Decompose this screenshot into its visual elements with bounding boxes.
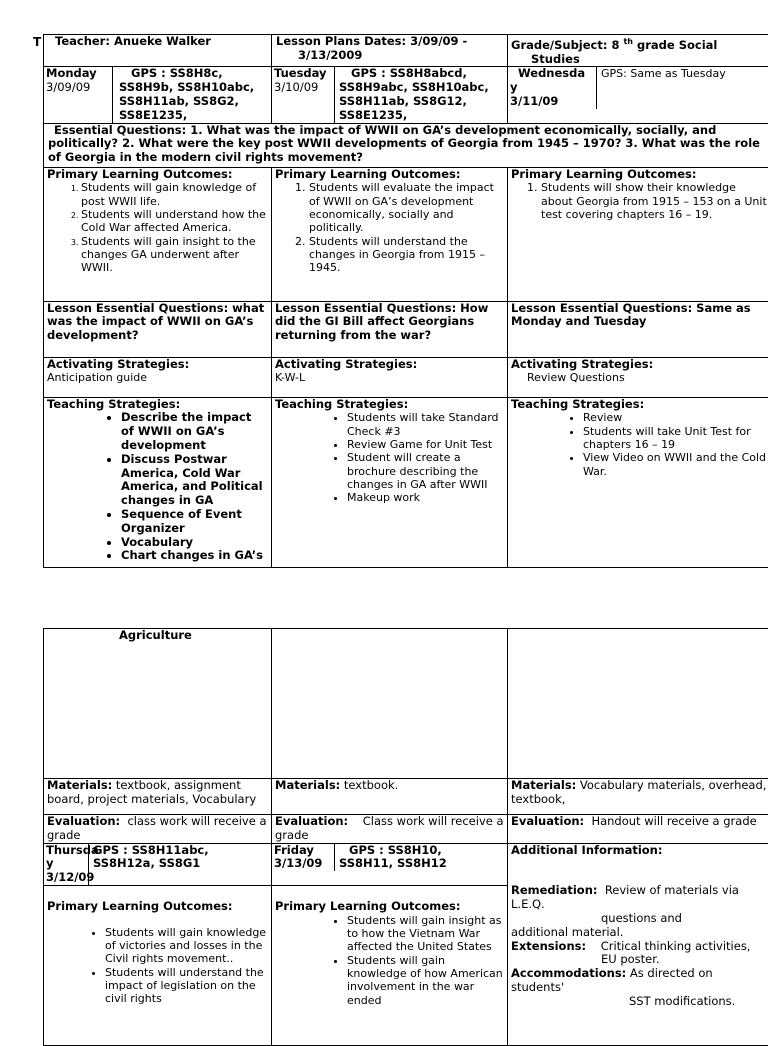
wednesday-evaluation: Evaluation: Handout will receive a grade [508,815,768,844]
teacher-cell: Teacher: Anueke Walker [44,35,272,67]
monday-activating: Activating Strategies: Anticipation guide [44,357,272,397]
tuesday-materials: Materials: textbook. [272,779,508,815]
wednesday-header-cell: Wednesda y 3/11/09 GPS: Same as Tuesday [508,67,768,123]
monday-teaching: Teaching Strategies: • Describe the impact of WWII on GA’s development • Discuss Postwar America, Cold War America, and Political changes in GA • Sequence of Event Organizer • Vocabulary • Chart changes in GA’s [44,397,272,567]
wednesday-blank-cell [508,629,768,779]
grade-subject-cell: Grade/Subject: 8 $^{th}$ grade Social Studies [508,35,768,67]
tuesday-blank-cell [272,629,508,779]
tuesday-header-cell: Tuesday 3/10/09 GPS : SS8H8abcd, SS8H9abc, SS8H10abc, SS8H11ab, SS8G12, SS8E1235, [272,67,508,123]
remediation: Remediation: Review of materials via L.E.Q. [511,884,768,912]
lesson-plan-table-bottom [43,628,768,1046]
monday-evaluation: Evaluation: class work will receive a grade [44,815,272,844]
thursday-learning-outcomes: Primary Learning Outcomes: • Students will gain knowledge of victories and losses in the Civil rights movement.. • Students will understand the impact of legislation on the civil rights [44,885,272,1045]
tuesday-evaluation: Evaluation: Class work will receive a grade [272,815,508,844]
thursday-gps: GPS : SS8H11abc, SS8H12a, SS8G1 [89,844,213,885]
tuesday-learning-outcomes: Primary Learning Outcomes: 1. Students will evaluate the impact of WWII on GA’s development economically, socially and politically. 2. Students will understand the changes in Georgia from 1915 – 1945. [272,167,508,301]
friday-gps: GPS : SS8H10, SS8H11, SS8H12 [335,844,451,872]
tuesday-teaching: Teaching Strategies: • Students will take Standard Check #3 • Review Game for Unit Test • Student will create a brochure describing the changes in GA after WWII • Makeup work [272,397,508,567]
monday-learning-outcomes: Primary Learning Outcomes: 1. Students will gain knowledge of post WWII life. 2. Students will understand how the Cold War affected America. 3. Students will gain insight to the changes GA underwent after WWII. [44,167,272,301]
monday-materials: Materials: textbook, assignment board, project materials, Vocabulary [44,779,272,815]
lesson-dates-cell: Lesson Plans Dates: 3/09/09 - 3/13/2009 [272,35,508,67]
tuesday-lesson-eq: Lesson Essential Questions: How did the GI Bill affect Georgians returning from the war? [272,301,508,357]
header-t-mark: T [33,35,41,49]
monday-header-cell: Monday 3/09/09 GPS : SS8H8c, SS8H9b, SS8H10abc, SS8H11ab, SS8G2, SS8E1235, [44,67,272,123]
wednesday-learning-outcomes: Primary Learning Outcomes: 1. Students will show their knowledge about Georgia from 1915 – 153 on a Unit test covering chapters 16 – 19. [508,167,768,301]
accommodations: Accommodations: As directed on students' [511,967,768,995]
wednesday-gps: GPS: Same as Tuesday [597,67,730,108]
wednesday-materials: Materials: Vocabulary materials, overhead, textbook, [508,779,768,815]
friday-learning-outcomes: Primary Learning Outcomes: • Students will gain insight as to how the Vietnam War affected the United States • Students will gain knowledge of how American involvement in the war ended [272,885,508,1045]
friday-header-cell: Friday 3/13/09 GPS : SS8H10, SS8H11, SS8H12 [272,843,508,885]
additional-information: Additional Information: Remediation: Review of materials via L.E.Q. questions and additional material. Extensions: Critical thinking activities, EU poster. Accommodations: As directed on students' SST modifications. [508,843,768,1045]
wednesday-activating: Activating Strategies: Review Questions [508,357,768,397]
tuesday-gps: GPS : SS8H8abcd, SS8H9abc, SS8H10abc, SS8H11ab, SS8G12, SS8E1235, [335,67,489,122]
extensions: Extensions: Critical thinking activities, [511,940,768,954]
thursday-header-cell: Thursda y 3/12/09 GPS : SS8H11abc, SS8H12a, SS8G1 [44,843,272,885]
monday-lesson-eq: Lesson Essential Questions: what was the impact of WWII on GA’s development? [44,301,272,357]
wednesday-lesson-eq: Lesson Essential Questions: Same as Monday and Tuesday [508,301,768,357]
wednesday-teaching: Teaching Strategies: • Review • Students will take Unit Test for chapters 16 – 19 • View Video on WWII and the Cold War. [508,397,768,567]
monday-teaching-continued: Agriculture [44,629,272,779]
lesson-plan-table-top [43,34,768,568]
essential-questions: Essential Questions: 1. What was the impact of WWII on GA’s development economically, socially, and politically? 2. What were the key post WWII developments of Georgia from 1945 – 1970? 3. What was the role of Georgia in the modern civil rights movement? [44,123,768,167]
monday-gps: GPS : SS8H8c, SS8H9b, SS8H10abc, SS8H11ab, SS8G2, SS8E1235, [113,67,254,122]
tuesday-activating: Activating Strategies: K-W-L [272,357,508,397]
